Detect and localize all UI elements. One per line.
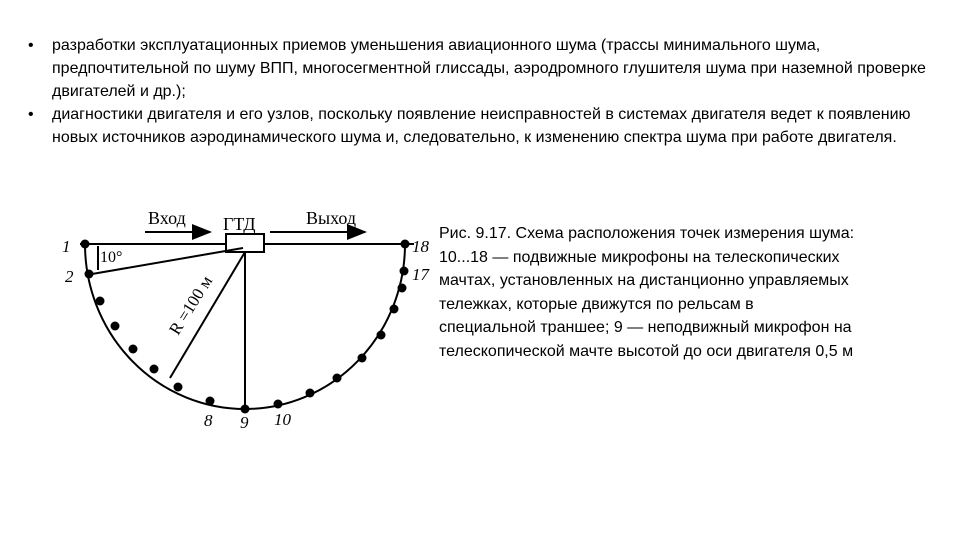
diagram-svg (60, 196, 440, 436)
point-6 (150, 365, 159, 374)
point-14 (377, 331, 386, 340)
point-label-8: 8 (204, 411, 213, 430)
radius-label: R =100 м (165, 272, 217, 339)
point-12 (333, 374, 342, 383)
angle-label: 10° (100, 249, 123, 266)
point-15 (390, 305, 399, 314)
point-8 (206, 397, 215, 406)
point-label-2: 2 (65, 267, 74, 286)
engine-label: ГТД (223, 214, 256, 234)
figure-caption (439, 222, 919, 363)
point-18 (401, 240, 410, 249)
point-11 (306, 389, 315, 398)
point-2 (85, 270, 94, 279)
bullet-item-noise-reduction: • разработки эксплуатационных приемов уменьшения авиационного шума (трассы минимального шума, предпочтительной по шуму ВПП, многосегментной глиссады, аэродромного глушителя шума при наземной проверке двигателей и др.); (28, 34, 928, 103)
point-label-9: 9 (240, 413, 249, 432)
outlet-label: Выход (306, 208, 357, 228)
caption-line: 10...18 — подвижные микрофоны на телескопических (439, 248, 840, 266)
point-label-18: 18 (412, 237, 429, 256)
point-label-1: 1 (62, 237, 71, 256)
point-16 (398, 284, 407, 293)
point-17 (400, 267, 409, 276)
point-1 (81, 240, 90, 249)
point-label-17: 17 (412, 265, 429, 284)
point-13 (358, 354, 367, 363)
point-label-10: 10 (274, 410, 291, 429)
caption-line: телескопической мачте высотой до оси двигателя 0,5 м (439, 342, 854, 360)
point-4 (111, 322, 120, 331)
point-7 (174, 383, 183, 392)
point-10 (274, 400, 283, 409)
bullet-item-diagnostics: • диагностики двигателя и его узлов, поскольку появление неисправностей в системах двигателя ведет к появлению новых источников аэродинамического шума и, следовательно, к изменению спектра шума при работе двигателя. (28, 103, 928, 149)
point-3 (96, 297, 105, 306)
bullet-list (28, 34, 928, 149)
caption-line: специальной траншее; 9 — неподвижный микрофон на (439, 319, 852, 336)
caption-line: мачтах, установленных на дистанционно управляемых (439, 272, 849, 289)
point-5 (129, 345, 138, 354)
noise-measurement-diagram (60, 196, 440, 436)
inlet-label: Вход (148, 208, 186, 228)
caption-line: тележках, которые движутся по рельсам в (439, 295, 754, 313)
caption-line: Рис. 9.17. Схема расположения точек измерения шума: (439, 225, 855, 242)
